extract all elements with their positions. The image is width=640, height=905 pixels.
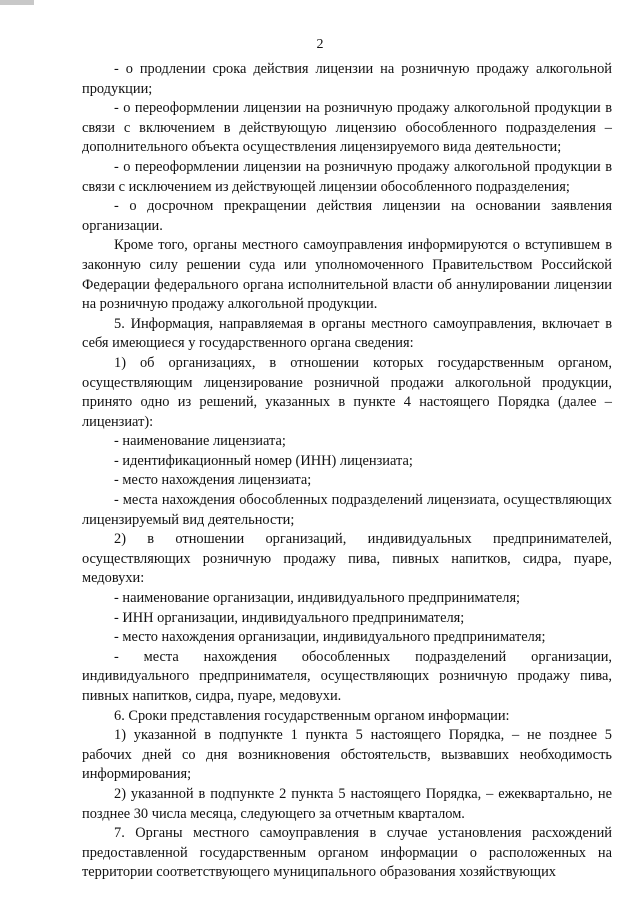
scan-corner-mark — [0, 0, 34, 5]
paragraph-18: 1) указанной в подпункте 1 пункта 5 настоящего Порядка, – не позднее 5 рабочих дней со дня возникновения обстоятельств, вызвавших необходимость информирования; — [82, 727, 612, 783]
paragraph-15: - место нахождения организации, индивидуального предпринимателя; — [114, 629, 546, 646]
paragraph-5: Кроме того, органы местного самоуправления информируются о вступившем в законную силу решении суда или уполномоченного Правительством Российской Федерации федерального органа исполнительной власти об аннулировании лицензии на розничную продажу алкогольной продукции. — [82, 237, 612, 313]
paragraph-14: - ИНН организации, индивидуального предпринимателя; — [114, 609, 465, 626]
paragraph-20: 7. Органы местного самоуправления в случае установления расхождений предоставленной государственным органом информации о расположенных на территории соответствующего муниципального образования хозяйствующих — [82, 825, 612, 881]
paragraph-19: 2) указанной в подпункте 2 пункта 5 настоящего Порядка, – ежеквартально, не позднее 30 числа месяца, следующего за отчетным кварталом. — [82, 785, 612, 822]
paragraph-2: - о переоформлении лицензии на розничную продажу алкогольной продукции в связи с включением в действующую лицензию обособленного подразделения – дополнительного объекта осуществления лицензируемого вида деятельности; — [82, 100, 612, 156]
paragraph-10: - место нахождения лицензиата; — [114, 472, 312, 489]
page-number: 2 — [316, 37, 324, 52]
paragraph-11: - места нахождения обособленных подразделений лицензиата, осуществляющих лицензируемый вид деятельности; — [82, 492, 612, 528]
paragraph-7: 1) об организациях, в отношении которых государственным органом, осуществляющим лицензирование розничной продажи алкогольной продукции, принято одно из решений, указанных в пункте 4 настоящего Порядка (далее – лицензиат): — [82, 354, 612, 430]
paragraph-1: - о продлении срока действия лицензии на розничную продажу алкогольной продукции; — [82, 61, 612, 97]
paragraph-9: - идентификационный номер (ИНН) лицензиата; — [114, 452, 413, 469]
paragraph-17: 6. Сроки представления государственным органом информации: — [114, 707, 510, 724]
paragraph-4: - о досрочном прекращении действия лицензии на основании заявления организации. — [82, 198, 612, 234]
paragraph-8: - наименование лицензиата; — [114, 433, 286, 450]
document-body — [82, 60, 612, 883]
paragraph-6: 5. Информация, направляемая в органы местного самоуправления, включает в себя имеющиеся у государственного органа сведения: — [82, 315, 612, 352]
paragraph-12: 2) в отношении организаций, индивидуальных предпринимателей, осуществляющих розничную продажу пива, пивных напитков, сидра, пуаре, медовухи: — [82, 531, 612, 587]
paragraph-16: - места нахождения обособленных подразделений организации, индивидуального предпринимателя, осуществляющих розничную продажу пива, пивных напитков, сидра, пуаре, медовухи. — [82, 648, 612, 704]
paragraph-13: - наименование организации, индивидуального предпринимателя; — [114, 590, 521, 607]
paragraph-3: - о переоформлении лицензии на розничную продажу алкогольной продукции в связи с исключением из действующей лицензии обособленного подразделения; — [82, 158, 612, 195]
